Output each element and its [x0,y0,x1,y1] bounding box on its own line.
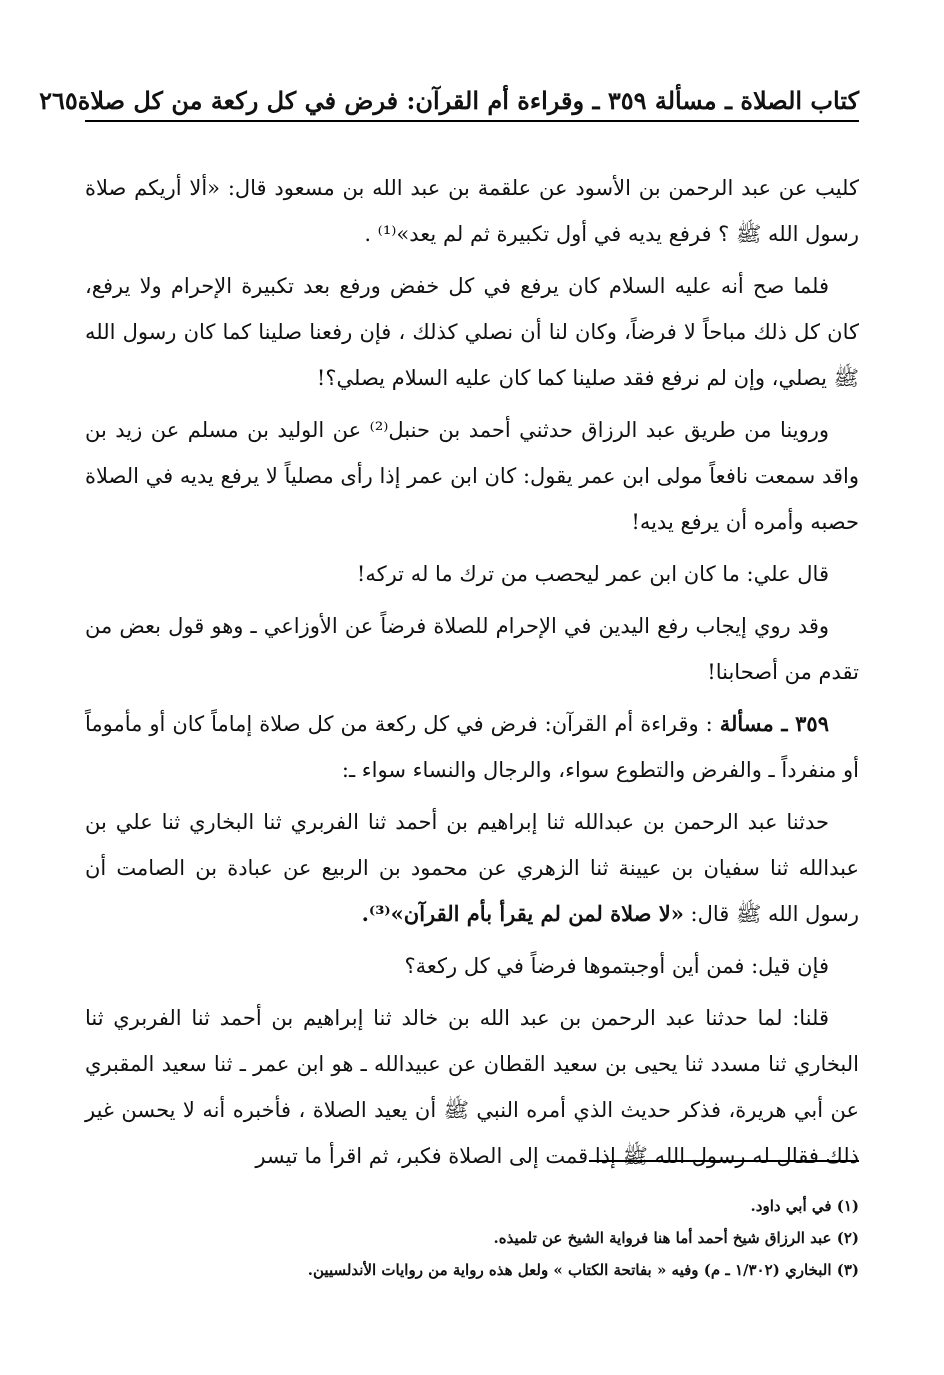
answer-paragraph: قلنا: لما حدثنا عبد الرحمن بن عبد الله بن خالد ثنا إبراهيم بن أحمد ثنا الفربري ثنا البخاري ثنا مسدد ثنا يحيى بن سعيد القطان عن عبيدالله ـ هو ابن عمر ـ ثنا سعيد المقبري عن أبي هريرة، فذكر حديث الذي أمره النبي ﷺ أن يعيد الصلاة ، فأخبره أنه لا يحسن غير ذلك فقال له رسول الله ﷺ إذا قمت إلى الصلاة فكبر، ثم اقرأ ما تيسر [85,1006,859,1168]
footnotes [85,1190,859,1286]
footnote-divider [589,1160,859,1162]
footnote: (٢) عبد الرزاق شيخ أحمد أما هنا فرواية الشيخ عن تلميذه. [493,1229,859,1247]
paragraph: كليب عن عبد الرحمن بن الأسود عن علقمة بن عبد الله بن مسعود قال: «ألا أريكم صلاة رسول الله ﷺ ؟ فرفع يديه في أول تكبيرة ثم لم يعد»⁽¹⁾ . [85,176,859,246]
paragraph: قال علي: ما كان ابن عمر ليحصب من ترك ما له تركه! [356,562,829,586]
footnote: (١) في أبي داود. [750,1197,859,1215]
paragraph: وقد روي إيجاب رفع اليدين في الإحرام للصلاة فرضاً عن الأوزاعي ـ وهو قول بعض من تقدم من أصحابنا! [85,614,859,684]
footnote: (٣) البخاري (١/٣٠٢ ـ م) وفيه « بفاتحة الكتاب » ولعل هذه رواية من روايات الأندلسيين. [307,1261,859,1279]
masala-text: : وقراءة أم القرآن: فرض في كل ركعة من كل صلاة إماماً كان أو مأموماً أو منفرداً ـ والفرض والتطوع سواء، والرجال والنساء سواء ـ: [85,712,859,782]
page-number: ٢٦٥ [39,85,78,115]
masala-number: ٣٥٩ ـ مسألة [719,711,829,736]
hadith-text: حدثنا عبد الرحمن بن عبدالله ثنا إبراهيم بن أحمد ثنا الفربري ثنا البخاري ثنا علي بن عبدالله ثنا سفيان بن عيينة ثنا الزهري عن محمود بن الربيع عن عبادة بن الصامت أن رسول الله ﷺ قال: [85,810,859,926]
masala-paragraph [85,701,859,793]
page-body [85,165,859,1185]
paragraph: وروينا من طريق عبد الرزاق حدثني أحمد بن حنبل⁽²⁾ عن الوليد بن مسلم عن زيد بن واقد سمعت نافعاً مولى ابن عمر يقول: كان ابن عمر إذا رأى مصلياً لا يرفع يديه في الصلاة حصبه وأمره أن يرفع يديه! [85,418,859,534]
paragraph: فلما صح أنه عليه السلام كان يرفع في كل خفض ورفع بعد تكبيرة الإحرام ولا يرفع، كان كل ذلك مباحاً لا فرضاً، وكان لنا أن نصلي كذلك ، فإن رفعنا صلينا كما كان رسول الله ﷺ يصلي، وإن لم نرفع فقد صلينا كما كان عليه السلام يصلي؟! [85,274,859,390]
hadith-paragraph [85,799,859,937]
page-header [39,80,859,122]
hadith-quote: «لا صلاة لمن لم يقرأ بأم القرآن»⁽³⁾. [361,901,684,926]
question-paragraph: فإن قيل: فمن أين أوجبتموها فرضاً في كل ركعة؟ [404,954,829,978]
running-title: كتاب الصلاة ـ مسألة ٣٥٩ ـ وقراءة أم القرآن: فرض في كل ركعة من كل صلاة [77,85,859,115]
